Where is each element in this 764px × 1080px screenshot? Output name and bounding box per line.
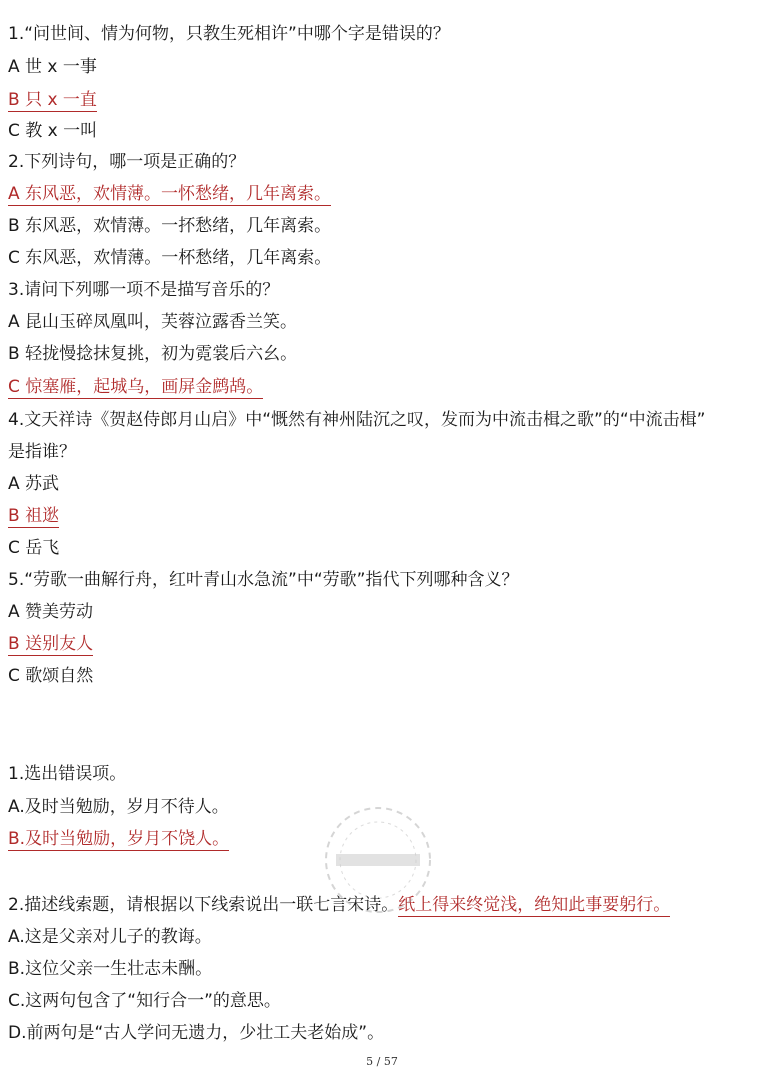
option-4b-answer xyxy=(8,504,59,528)
answer-highlight: B 送别友人 xyxy=(8,634,94,654)
question-3: 3.请问下列哪一项不是描写音乐的？ xyxy=(8,280,280,300)
option-1a: A 世 x 一事 xyxy=(8,57,97,77)
question-4-cont: 是指谁？ xyxy=(8,442,76,462)
answer-highlight: B.及时当勉励，岁月不饶人。 xyxy=(8,829,230,849)
option-5a: A 赞美劳动 xyxy=(8,602,94,622)
option-2a-answer xyxy=(8,182,331,206)
answer-highlight: 纸上得来终觉浅，绝知此事要躬行。 xyxy=(398,895,671,915)
option-1c: C 教 x 一叫 xyxy=(8,121,98,141)
answer-highlight: B 只 x 一直 xyxy=(8,90,97,110)
question-4: 4.文天祥诗《贺赵侍郎月山启》中“慨然有神州陆沉之叹，发而为中流击楫之歌”的“中流击楫” xyxy=(8,410,706,430)
answer-highlight: B 祖逖 xyxy=(8,506,60,526)
option-3a: A 昆山玉碎凤凰叫，芙蓉泣露香兰笑。 xyxy=(8,312,298,332)
option-2c: C 东风恶，欢情薄。一杯愁绪，几年离索。 xyxy=(8,248,332,268)
option-3c-answer xyxy=(8,375,263,399)
section2-question-1: 1.选出错误项。 xyxy=(8,764,127,784)
question-1: 1.“问世间、情为何物，只教生死相许”中哪个字是错误的？ xyxy=(8,24,450,44)
option-2b: B 东风恶，欢情薄。一抔愁绪，几年离索。 xyxy=(8,216,332,236)
section2-option-2d: D.前两句是“古人学问无遗力，少壮工夫老始成”。 xyxy=(8,1023,385,1043)
option-1b-answer xyxy=(8,88,97,112)
answer-highlight: C 惊塞雁，起城乌，画屏金鹧鸪。 xyxy=(8,377,264,397)
option-4a: A 苏武 xyxy=(8,474,60,494)
section2-option-1a: A.及时当勉励，岁月不待人。 xyxy=(8,797,229,817)
option-5b-answer xyxy=(8,632,93,656)
option-3b: B 轻拢慢捻抹复挑，初为霓裳后六幺。 xyxy=(8,344,298,364)
question-prompt: 2.描述线索题，请根据以下线索说出一联七言宋诗。 xyxy=(8,895,399,915)
option-4c: C 岳飞 xyxy=(8,538,60,558)
watermark-stamp xyxy=(318,800,438,920)
section2-option-2c: C.这两句包含了“知行合一”的意思。 xyxy=(8,991,281,1011)
question-2: 2.下列诗句，哪一项是正确的？ xyxy=(8,152,246,172)
section2-option-2b: B.这位父亲一生壮志未酬。 xyxy=(8,959,213,979)
question-5: 5.“劳歌一曲解行舟，红叶青山水急流”中“劳歌”指代下列哪种含义？ xyxy=(8,570,519,590)
page-number: 5 / 57 xyxy=(366,1055,398,1068)
section2-option-1b-answer xyxy=(8,827,229,851)
section2-option-2a: A.这是父亲对儿子的教诲。 xyxy=(8,927,212,947)
option-5c: C 歌颂自然 xyxy=(8,666,94,686)
answer-highlight: A 东风恶，欢情薄。一怀愁绪，几年离索。 xyxy=(8,184,332,204)
